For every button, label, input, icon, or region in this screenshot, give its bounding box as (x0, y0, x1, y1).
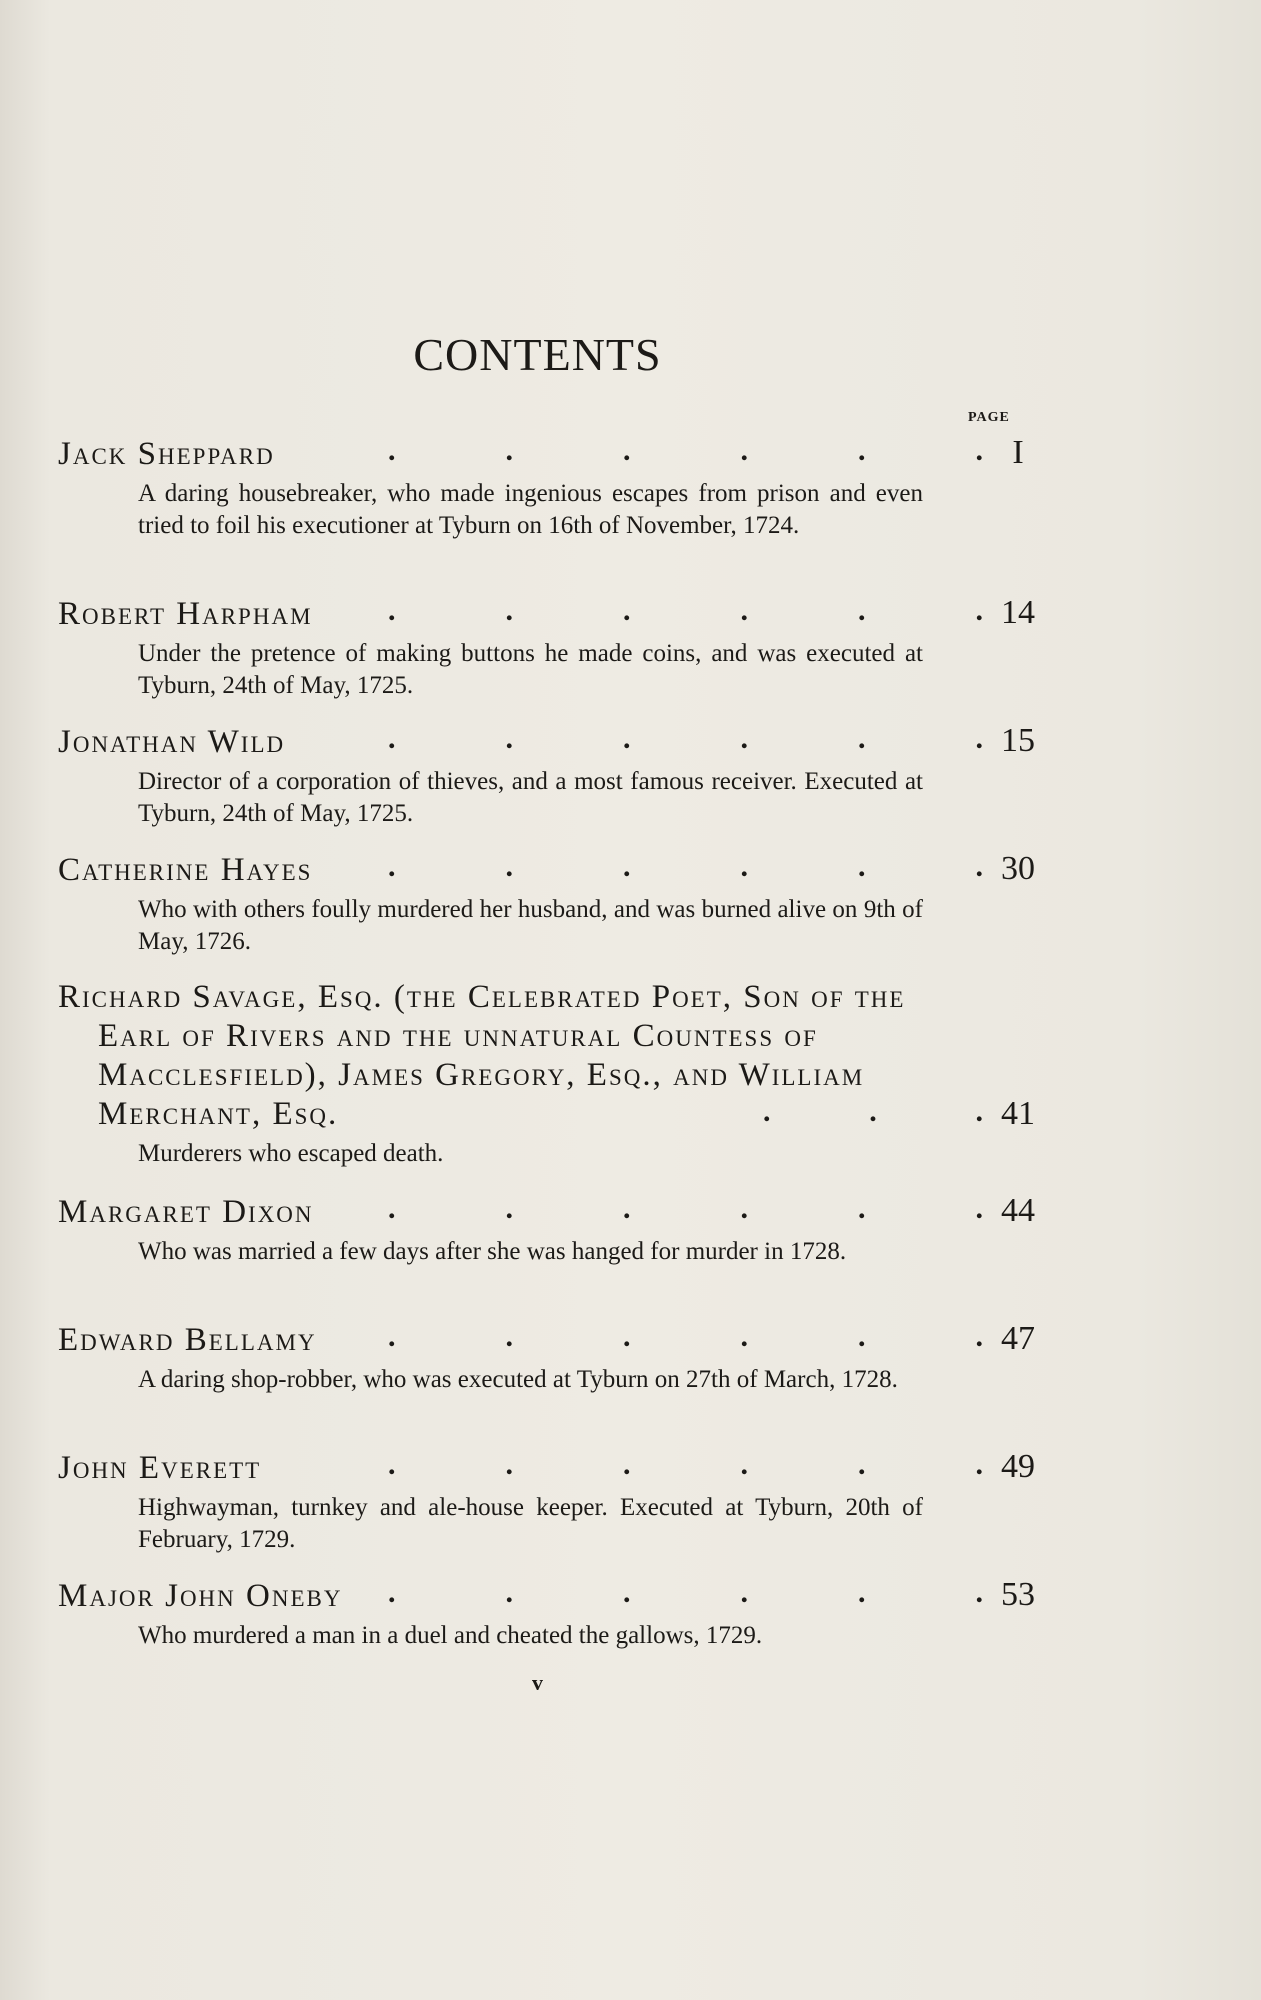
contents-entry[interactable] (58, 1320, 1035, 1396)
dot-leaders: . . . . . . (388, 1192, 983, 1225)
contents-entry[interactable] (58, 978, 1035, 1170)
dot-leaders: . . . (763, 1095, 983, 1128)
entry-description: Under the pretence of making buttons he made coins, and was executed at Tyburn, 24th of May, 1725. (138, 640, 923, 699)
dot-leaders: . . . . . . (388, 850, 983, 883)
entry-description: Murderers who escaped death. (138, 1140, 444, 1167)
contents-entry[interactable] (58, 722, 1035, 830)
entry-description: Who was married a few days after she was hanged for murder in 1728. (138, 1238, 847, 1265)
dot-leaders: . . . . . . (388, 722, 983, 755)
entry-description: Who with others foully murdered her husband, and was burned alive on 9th of May, 1726. (138, 896, 923, 955)
page-title: CONTENTS (413, 329, 662, 380)
contents-entry[interactable] (58, 1192, 1035, 1268)
contents-entry[interactable] (58, 594, 1035, 702)
entry-name: Jack Sheppard (58, 436, 275, 472)
dot-leaders: . . . . . . (388, 434, 983, 467)
dot-leaders: . . . . . . (388, 1320, 983, 1353)
entry-name: Jonathan Wild (58, 724, 286, 760)
page-column-label: PAGE (968, 410, 1010, 425)
entry-page-number: 14 (1001, 594, 1035, 631)
entry-description: Director of a corporation of thieves, and a most famous receiver. Executed at Tyburn, 24th of May, 1725. (138, 768, 923, 827)
contents-entry[interactable] (58, 1448, 1035, 1556)
contents-entry[interactable] (58, 1576, 1035, 1652)
contents-entry[interactable] (58, 850, 1035, 958)
entry-description: A daring shop-robber, who was executed at Tyburn on 27th of March, 1728. (138, 1366, 898, 1393)
entry-page-number: I (1012, 434, 1024, 471)
dot-leaders: . . . . . . (388, 594, 983, 627)
entry-page-number: 49 (1001, 1448, 1035, 1485)
entry-page-number: 41 (1001, 1095, 1035, 1132)
entry-name: John Everett (58, 1450, 262, 1486)
entry-description: Who murdered a man in a duel and cheated the gallows, 1729. (138, 1622, 763, 1649)
entry-name: Margaret Dixon (58, 1194, 314, 1230)
entry-name: Edward Bellamy (58, 1322, 317, 1358)
entry-page-number: 53 (1001, 1576, 1035, 1613)
entry-page-number: 47 (1001, 1320, 1035, 1357)
dot-leaders: . . . . . . (388, 1576, 983, 1609)
entry-name: Robert Harpham (58, 596, 313, 632)
entry-description: A daring housebreaker, who made ingenious escapes from prison and even tried to foil his executioner at Tyburn on 16th of November, 1724. (138, 480, 923, 539)
entry-page-number: 15 (1001, 722, 1035, 759)
dot-leaders: . . . . . . (388, 1448, 983, 1481)
entry-description: Highwayman, turnkey and ale-house keeper. Executed at Tyburn, 20th of February, 1729. (138, 1494, 923, 1553)
contents-entry[interactable] (58, 434, 1024, 542)
entry-name: Richard Savage, Esq. (the Celebrated Poet, Son of the Earl of Rivers and the unnatural Countess of Macclesfield), James Gregory, Esq., and William Merchant, Esq. (58, 979, 906, 1132)
entry-page-number: 30 (1001, 850, 1035, 887)
entry-page-number: 44 (1001, 1192, 1035, 1229)
entry-name: Major John Oneby (58, 1578, 343, 1614)
page-folio: v (532, 1670, 543, 1695)
entry-name: Catherine Hayes (58, 852, 313, 888)
